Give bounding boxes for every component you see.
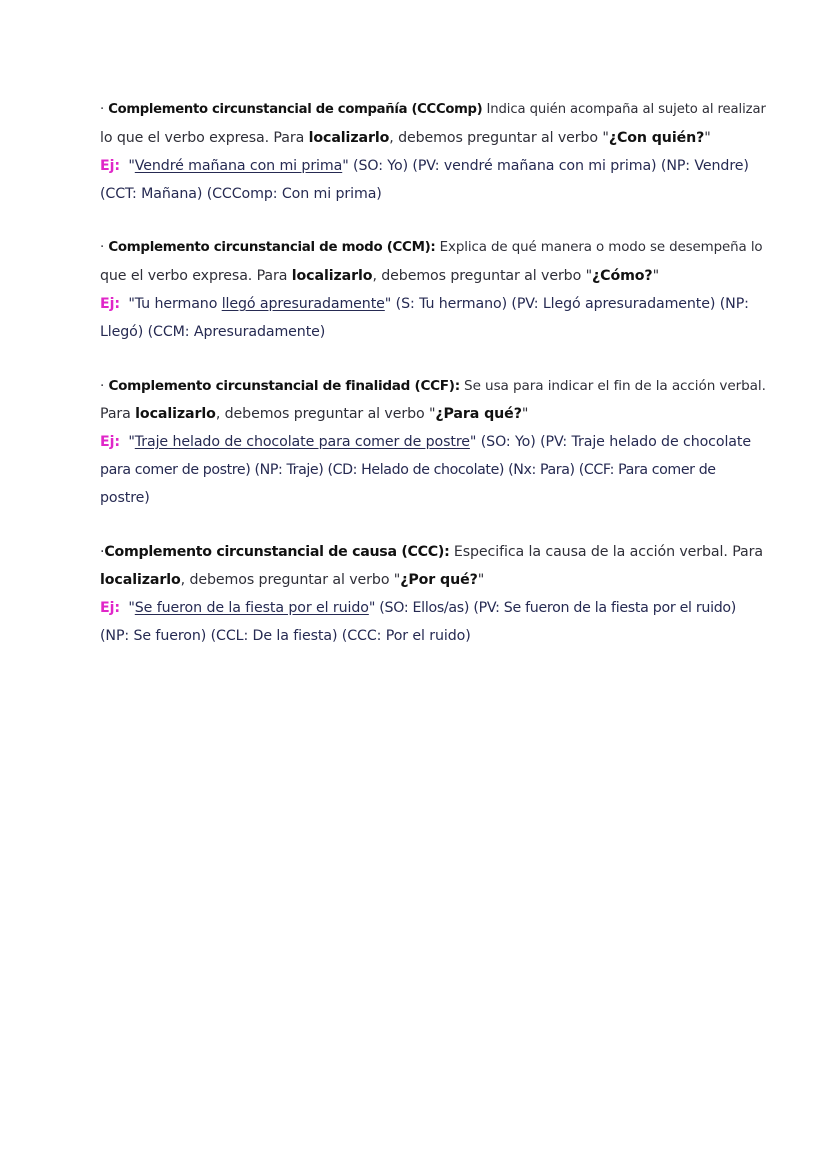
example-sentence: Traje helado de chocolate para comer de postre bbox=[134, 434, 470, 450]
definition-text: que el verbo expresa. Para bbox=[100, 268, 292, 284]
example-analysis: (CCT: Mañana) (CCComp: Con mi prima) bbox=[100, 186, 382, 202]
example-sentence: Vendré mañana con mi prima bbox=[134, 158, 343, 174]
definition-line bbox=[100, 372, 772, 400]
bullet: · bbox=[100, 544, 105, 560]
definition-text: Explica de qué manera o modo se desempeña lo bbox=[435, 240, 763, 255]
localizar-keyword: localizarlo bbox=[135, 406, 216, 422]
bullet: · bbox=[100, 378, 109, 394]
localizar-keyword: localizarlo bbox=[308, 130, 390, 146]
example-analysis: " (SO: Yo) (PV: Traje helado de chocolate bbox=[469, 434, 751, 450]
section-heading: Complemento circunstancial de causa (CCC): bbox=[104, 544, 450, 560]
example-line bbox=[100, 290, 772, 318]
example-analysis: " (SO: Ellos/as) (PV: Se fueron de la fiesta por el ruido) bbox=[368, 600, 737, 616]
bullet: · bbox=[100, 240, 109, 255]
definition-text: " bbox=[521, 406, 529, 422]
example-line bbox=[100, 152, 772, 180]
definition-text: , debemos preguntar al verbo " bbox=[180, 572, 401, 588]
example-analysis: Llegó) (CCM: Apresuradamente) bbox=[100, 324, 326, 340]
localizar-keyword: localizarlo bbox=[100, 572, 181, 588]
example-text: "Tu hermano bbox=[123, 296, 222, 312]
example-line bbox=[100, 180, 772, 208]
example-line bbox=[100, 594, 772, 622]
example-line bbox=[100, 456, 772, 484]
example-line bbox=[100, 428, 772, 456]
example-label: Ej: bbox=[100, 600, 120, 616]
definition-text: , debemos preguntar al verbo " bbox=[389, 130, 609, 146]
example-line bbox=[100, 318, 772, 346]
example-analysis: (NP: Se fueron) (CCL: De la fiesta) (CCC: Por el ruido) bbox=[100, 628, 471, 644]
example-label: Ej: bbox=[100, 158, 120, 174]
example-analysis: " (SO: Yo) (PV: vendré mañana con mi prima) (NP: Vendre) bbox=[342, 158, 749, 174]
definition-text: Especifica la causa de la acción verbal. Para bbox=[449, 544, 763, 560]
definition-line bbox=[100, 124, 772, 152]
example-text: " bbox=[123, 434, 135, 450]
example-label: Ej: bbox=[100, 296, 120, 312]
document-page bbox=[100, 96, 772, 676]
definition-text: " bbox=[477, 572, 485, 588]
definition-text: , debemos preguntar al verbo " bbox=[372, 268, 592, 284]
definition-line bbox=[100, 234, 772, 262]
example-line bbox=[100, 622, 772, 650]
definition-line bbox=[100, 400, 772, 428]
definition-text: lo que el verbo expresa. Para bbox=[100, 130, 309, 146]
bullet: · bbox=[100, 102, 109, 117]
question-text: ¿Cómo? bbox=[592, 268, 653, 284]
question-text: ¿Por qué? bbox=[400, 572, 478, 588]
definition-text: " bbox=[704, 130, 711, 146]
question-text: ¿Para qué? bbox=[435, 406, 522, 422]
section-heading: Complemento circunstancial de finalidad (CCF): bbox=[108, 378, 460, 394]
example-sentence: llegó apresuradamente bbox=[221, 296, 385, 312]
question-text: ¿Con quién? bbox=[608, 130, 705, 146]
section-modo bbox=[100, 234, 772, 346]
example-line bbox=[100, 484, 772, 512]
section-causa bbox=[100, 538, 772, 650]
example-label: Ej: bbox=[100, 434, 120, 450]
example-analysis: postre) bbox=[100, 490, 150, 506]
section-finalidad bbox=[100, 372, 772, 512]
example-text: " bbox=[123, 158, 135, 174]
section-heading: Complemento circunstancial de compañía (CCComp) bbox=[108, 102, 483, 117]
example-sentence: Se fueron de la fiesta por el ruido bbox=[134, 600, 369, 616]
example-text: " bbox=[123, 600, 135, 616]
definition-text: Para bbox=[100, 406, 136, 422]
definition-text: Se usa para indicar el fin de la acción verbal. bbox=[459, 378, 766, 394]
definition-text: Indica quién acompaña al sujeto al realizar bbox=[482, 102, 766, 117]
example-analysis: para comer de postre) (NP: Traje) (CD: Helado de chocolate) (Nx: Para) (CCF: Para comer de bbox=[100, 462, 716, 478]
definition-line bbox=[100, 262, 772, 290]
section-heading: Complemento circunstancial de modo (CCM): bbox=[108, 240, 436, 255]
localizar-keyword: localizarlo bbox=[291, 268, 373, 284]
section-compania bbox=[100, 96, 772, 208]
definition-line bbox=[100, 566, 772, 594]
definition-text: " bbox=[652, 268, 659, 284]
definition-text: , debemos preguntar al verbo " bbox=[215, 406, 436, 422]
definition-line bbox=[100, 96, 772, 124]
example-analysis: " (S: Tu hermano) (PV: Llegó apresuradamente) (NP: bbox=[384, 296, 749, 312]
definition-line bbox=[100, 538, 772, 566]
